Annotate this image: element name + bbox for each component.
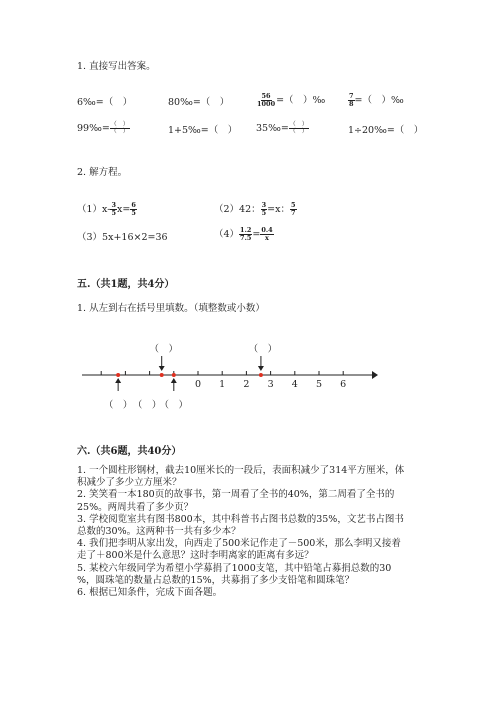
problem-2d: 1÷20‰=（ ） — [348, 125, 424, 136]
question-line: 4. 我们把李明从家出发，向西走了500米记作走了－500米，那么李明又接着 — [77, 538, 401, 550]
section-2-title: 2. 解方程。 — [77, 167, 128, 178]
problem-2b: 1+5‰=（ ） — [168, 125, 238, 136]
tick-label: 2 — [243, 379, 250, 390]
section-6-title: 六.（共6题，共40分） — [77, 446, 182, 457]
equation-3: （3）5x+16×2=36 — [77, 232, 168, 243]
fraction: $\frac{6}{5}$ — [131, 201, 136, 217]
problem-1b: 80‰=（ ） — [168, 97, 230, 108]
arrow-head — [258, 366, 264, 371]
red-point — [160, 373, 164, 377]
problem-1c: $\frac{56}{1000}$ =（ ）‰ — [257, 92, 326, 108]
fraction: $\frac{( )}{( )}$ — [289, 121, 308, 135]
problem-2a: 99‰= $\frac{( )}{( )}$ — [77, 121, 129, 135]
question-line: 2. 笑笑看一本180页的故事书，第一周看了全书的40%，第二周看了全书的 — [77, 489, 395, 501]
tick-label: 4 — [291, 379, 298, 390]
question-line: %，圆珠笔的数量占总数的15%，共募捐了多少支铅笔和圆珠笔？ — [77, 574, 355, 586]
red-point — [172, 373, 176, 377]
tick-label: 0 — [194, 379, 202, 390]
answer-blank: （ ） — [103, 400, 133, 411]
fraction: $\frac{3}{5}$ — [261, 201, 267, 217]
question-line: 25%。两周共看了多少页？ — [77, 501, 194, 513]
answer-blank: （ ） — [248, 344, 278, 355]
arrow-head — [171, 378, 177, 383]
question-line: 走了＋800米是什么意思？这时李明离家的距离有多远？ — [77, 550, 314, 562]
section-6-questions — [77, 465, 427, 599]
fraction: $\frac{5}{7}$ — [291, 201, 296, 217]
arrow-head — [115, 378, 121, 383]
section-1-title: 1. 直接写出答案。 — [77, 61, 156, 72]
problem-2c: 35‰= $\frac{( )}{( )}$ — [256, 121, 308, 135]
axis-arrowhead — [372, 371, 378, 379]
arrow-head — [159, 366, 165, 371]
fraction: $\frac{7}{8}$ — [349, 92, 354, 108]
tick-label: 6 — [340, 379, 347, 390]
question-line: 1. 一个圆柱形钢材，截去10厘米长的一段后，表面积减少了314平方厘米，体 — [77, 465, 405, 476]
problem-1a: 6‰=（ ） — [77, 97, 133, 108]
number-line — [0, 340, 500, 420]
tick-label: 1 — [219, 379, 226, 390]
red-point — [259, 373, 263, 377]
question-line: 5. 某校六年级同学为希望小学募捐了1000支笔，其中铅笔占募捐总数的30 — [77, 562, 392, 574]
fraction: $\frac{0.4}{x}$ — [261, 226, 273, 242]
tick-label: 3 — [267, 379, 274, 390]
equation-4: （4） $\frac{1.2}{7.5}$ = $\frac{0.4}{x}$ — [214, 226, 273, 242]
fraction: $\frac{( )}{( )}$ — [110, 121, 129, 135]
fraction: $\frac{1.2}{7.5}$ — [240, 226, 252, 242]
question-line: 积减少了多少立方厘米？ — [77, 477, 182, 489]
question-line: 3. 学校阅览室共有图书800本，其中科普书占图书总数的35%，文艺书占图书 — [77, 513, 404, 525]
answer-blank: （ ） — [159, 400, 189, 411]
answer-blank: （ ） — [149, 344, 178, 355]
red-point — [116, 373, 120, 377]
fraction: $\frac{56}{1000}$ — [257, 92, 276, 108]
section-5-title: 五.（共1题，共4分） — [77, 279, 175, 290]
question-line: 总数的30%。这两种书一共有多少本？ — [77, 526, 241, 538]
answer-blank: （ ） — [132, 400, 162, 411]
question-line: 6. 根据已知条件，完成下面各题。 — [77, 587, 223, 599]
problem-1d: $\frac{7}{8}$ =（ ）‰ — [349, 92, 404, 108]
equation-1: （1）x- $\frac{3}{5}$ x= $\frac{6}{5}$ — [77, 201, 136, 217]
equation-2: （2）42： $\frac{3}{5}$ =x： $\frac{5}{7}$ — [214, 201, 296, 217]
section-5-question: 1. 从左到右在括号里填数。（填整数或小数） — [77, 303, 265, 314]
tick-label: 5 — [315, 379, 323, 390]
fraction: $\frac{3}{5}$ — [111, 201, 116, 217]
